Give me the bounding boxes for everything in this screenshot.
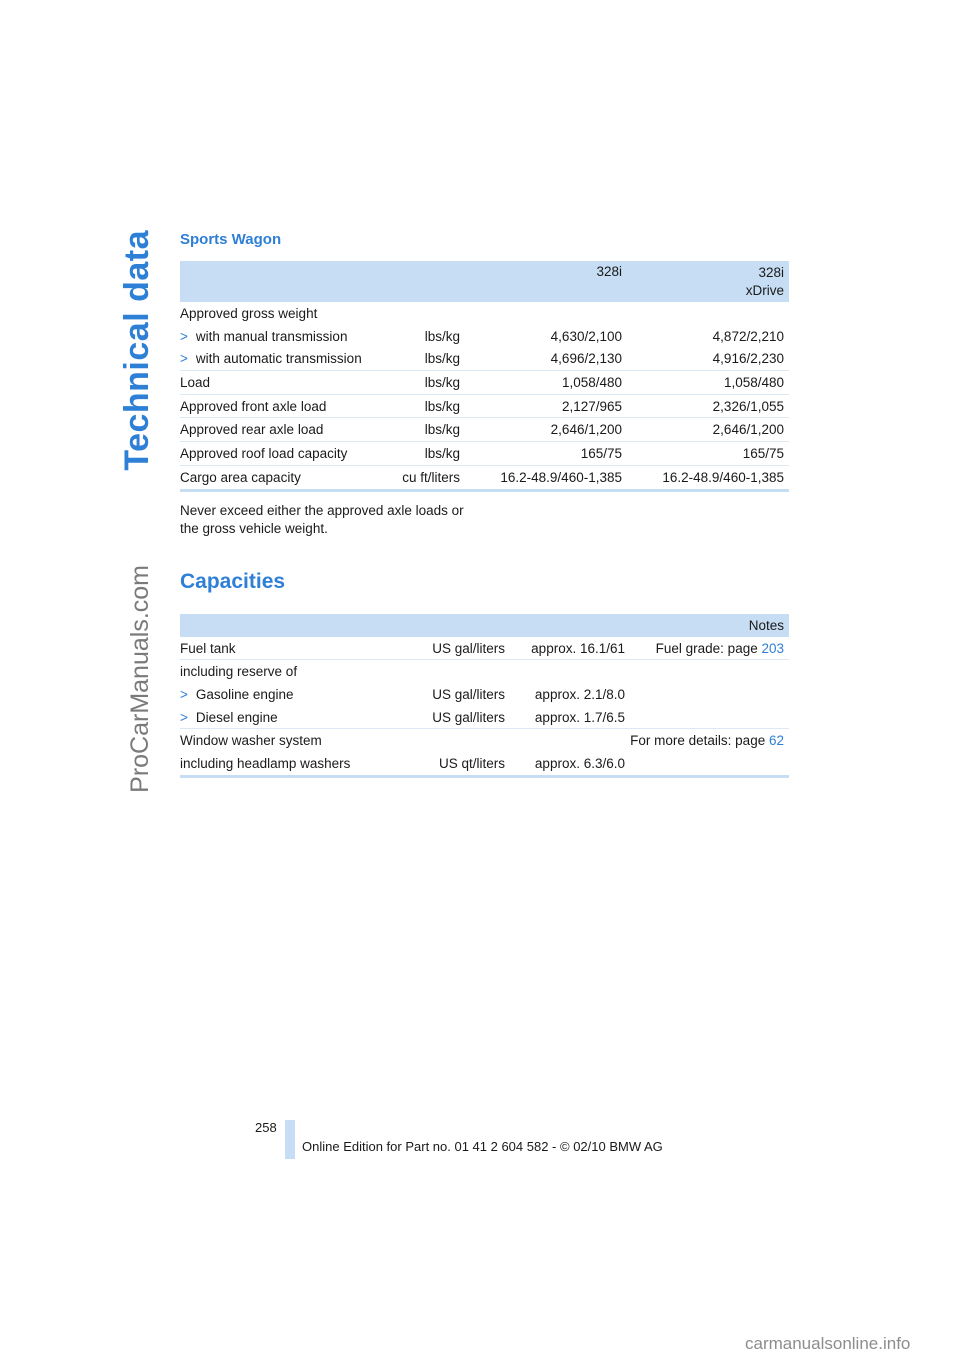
table-row: Fuel tank US gal/liters approx. 16.1/61 Fuel grade: page 203 xyxy=(180,637,789,660)
capacities-table xyxy=(180,614,789,778)
page-link[interactable]: 203 xyxy=(761,640,784,656)
table-row: Approved rear axle load lbs/kg 2,646/1,200 2,646/1,200 xyxy=(180,418,789,442)
table-row: including reserve of xyxy=(180,664,298,680)
section-heading: Capacities xyxy=(180,570,286,593)
capacities-header-row xyxy=(180,614,789,637)
page-number: 258 xyxy=(255,1120,277,1135)
table-row: Cargo area capacity cu ft/liters 16.2-48.9/460-1,385 16.2-48.9/460-1,385 xyxy=(180,465,789,490)
weight-note: Never exceed either the approved axle loads or the gross vehicle weight. xyxy=(180,503,464,536)
table-row: > Diesel engine US gal/liters approx. 1.7/6.5 xyxy=(180,706,789,729)
section-subheading: Sports Wagon xyxy=(180,231,282,248)
site-watermark: carmanualsonline.info xyxy=(745,1334,911,1353)
watermark: ProCarManuals.com xyxy=(126,565,154,793)
table-row: Window washer system For more details: page 62 xyxy=(180,733,784,749)
table-row: > with automatic transmission lbs/kg 4,696/2,130 4,916/2,230 xyxy=(180,347,789,370)
table-row: > Gasoline engine US gal/liters approx. 2.1/8.0 xyxy=(180,686,625,702)
table-row: Approved roof load capacity lbs/kg 165/75 165/75 xyxy=(180,442,789,466)
bullet-icon: > xyxy=(180,351,188,367)
column-header: Notes xyxy=(630,614,789,637)
bullet-icon: > xyxy=(180,686,188,702)
footer-accent-bar xyxy=(285,1120,295,1159)
page-link[interactable]: 62 xyxy=(768,733,784,749)
weights-table xyxy=(180,261,789,492)
chapter-title: Technical data xyxy=(118,230,156,471)
table-row: > with manual transmission lbs/kg 4,630/2,100 4,872/2,210 xyxy=(180,328,784,344)
table-row: Approved front axle load lbs/kg 2,127/965 2,326/1,055 xyxy=(180,394,789,418)
edition-text: Online Edition for Part no. 01 41 2 604 582 - © 02/10 BMW AG xyxy=(302,1139,663,1154)
table-row: including headlamp washers US qt/liters approx. 6.3/6.0 xyxy=(180,752,789,776)
weights-header-row xyxy=(180,261,789,302)
table-row: Approved gross weight xyxy=(180,305,318,321)
table-row: Load lbs/kg 1,058/480 1,058/480 xyxy=(180,371,789,395)
column-header: 328i xDrive xyxy=(627,261,789,302)
bullet-icon: > xyxy=(180,328,188,344)
bullet-icon: > xyxy=(180,709,188,725)
column-header: 328i xyxy=(465,261,627,302)
